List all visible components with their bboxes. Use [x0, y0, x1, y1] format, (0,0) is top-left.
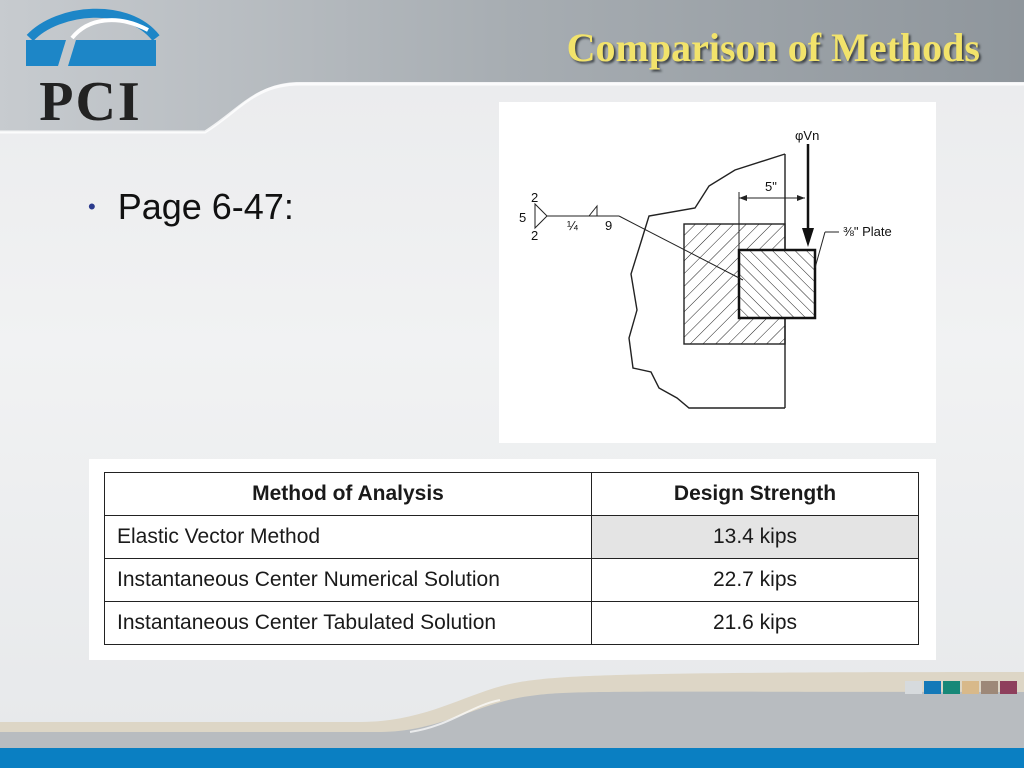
- arrow-head-icon: [802, 228, 814, 247]
- bullet-item: [88, 186, 294, 228]
- color-swatches: [905, 681, 1019, 694]
- weld-length: 9: [605, 218, 613, 233]
- weld-fillet-size: ¼: [567, 218, 578, 233]
- plate-label: ⅜" Plate: [843, 224, 892, 239]
- method-cell: Instantaneous Center Numerical Solution: [105, 559, 592, 602]
- bullet-icon: •: [88, 194, 96, 219]
- swatch: [943, 681, 960, 694]
- weld-bottom-size: 2: [531, 228, 539, 243]
- swatch: [924, 681, 941, 694]
- footer-band: [0, 660, 1024, 768]
- connection-diagram: [499, 102, 936, 443]
- distance-label: 5": [765, 179, 777, 194]
- table-row: [105, 559, 919, 602]
- weld-side-size: 5: [519, 210, 527, 225]
- strength-cell: 21.6 kips: [592, 602, 919, 645]
- method-cell: Instantaneous Center Tabulated Solution: [105, 602, 592, 645]
- dim-arrow-left-icon: [739, 195, 747, 201]
- swatch: [981, 681, 998, 694]
- strength-cell: 13.4 kips: [592, 516, 919, 559]
- comparison-table: [104, 472, 919, 645]
- diagram-svg: [499, 102, 936, 443]
- slide-title: Comparison of Methods: [566, 25, 980, 70]
- dim-arrow-right-icon: [797, 195, 805, 201]
- header-method: Method of Analysis: [105, 473, 592, 516]
- comparison-table-panel: [89, 459, 936, 660]
- table-header-row: [105, 473, 919, 516]
- logo-text: PCI: [39, 71, 142, 133]
- pci-logo: [18, 8, 163, 133]
- table-row: [105, 602, 919, 645]
- swatch: [1000, 681, 1017, 694]
- force-label: φVn: [795, 128, 820, 143]
- weld-top-size: 2: [531, 190, 539, 205]
- strength-cell: 22.7 kips: [592, 559, 919, 602]
- logo-mark-icon: [18, 8, 163, 78]
- table-row: [105, 516, 919, 559]
- swatch: [962, 681, 979, 694]
- bullet-text: Page 6-47:: [117, 186, 294, 227]
- swatch: [905, 681, 922, 694]
- fillet-weld-icon: [589, 206, 597, 216]
- header-strength: Design Strength: [592, 473, 919, 516]
- method-cell: Elastic Vector Method: [105, 516, 592, 559]
